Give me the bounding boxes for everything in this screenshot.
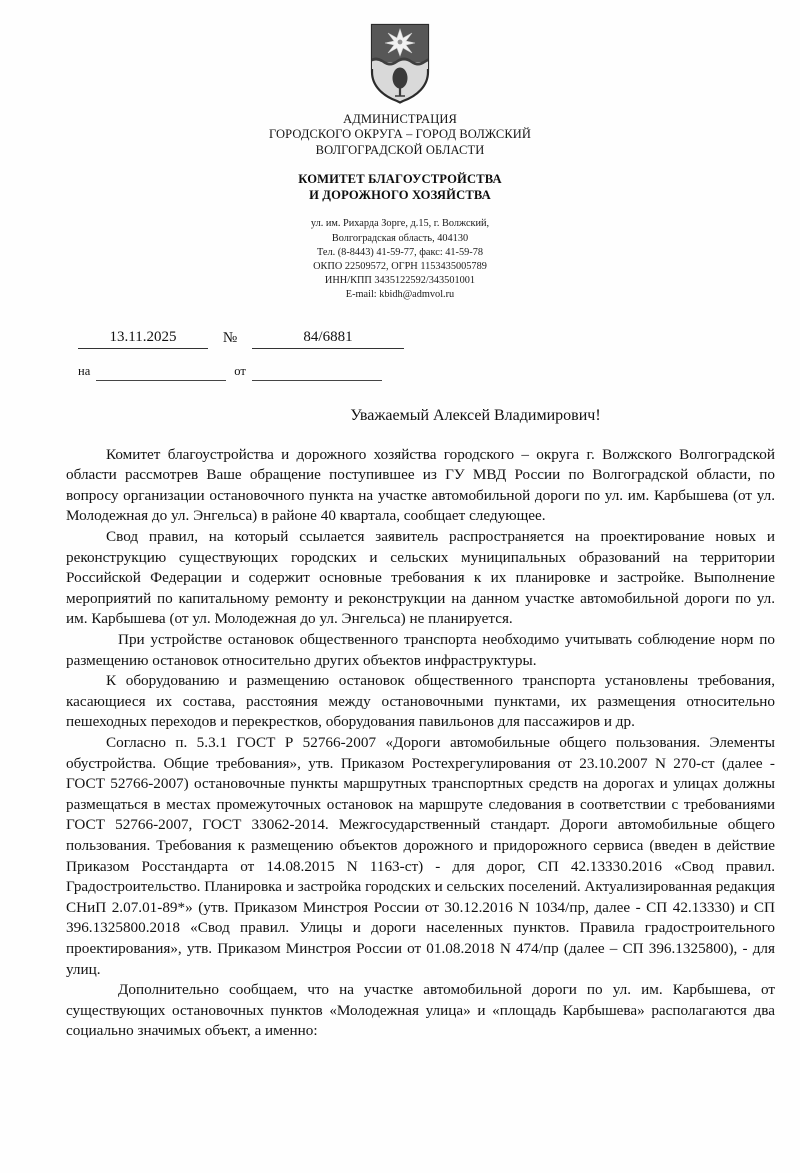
salutation: Уважаемый Алексей Владимирович! (350, 406, 601, 424)
contact-email: E-mail: kbidh@admvol.ru (345, 289, 455, 301)
committee-line-2: И ДОРОЖНОГО ХОЗЯЙСТВА (309, 188, 491, 203)
coat-of-arms-icon (369, 22, 431, 106)
document-date: 13.11.2025 (78, 329, 208, 349)
emblem-container (0, 22, 800, 106)
paragraph-5: Согласно п. 5.3.1 ГОСТ Р 52766-2007 «Дороги автомобильные общего пользования. Элементы обустройства. Общие требования», утв. Приказом Ростехрегулирования от 23.10.2007 N 270-ст (далее - ГОСТ 52766-2007) остановочные пункты маршрутных транспортных средств на дорогах и улицах должны размещаться в местах промежуточных остановок на маршруте следования в соответствии с требованиями ГОСТ 52766-2007, ГОСТ 33062-2014. Межгосударственный стандарт. Дороги автомобильные общего пользования. Требования к размещению объектов дорожного и придорожного сервиса (введен в действие Приказом Росстандарта от 14.08.2015 N 1163-ст) - для дорог, СП 42.13330.2016 «Свод правил. Градостроительство. Планировка и застройка городских и сельских поселений. Актуализированная редакция СНиП 2.07.01-89*» (утв. Приказом Минстроя России от 30.12.2016 N 1034/пр, далее - СП 42.13330) и СП 396.1325800.2018 «Свод правил. Улицы и дороги населенных пунктов. Правила градостроительного проектирования», утв. Приказом Минстроя России от 01.08.2018 N 474/пр (далее – СП 396.1325800), - для улиц. (66, 734, 776, 978)
paragraph-3: При устройстве остановок общественного транспорта необходимо учитывать соблюдение норм по размещению остановок относительно других объектов инфраструктуры. (66, 631, 775, 669)
reply-date-value (252, 366, 382, 381)
reply-to-label: на (78, 363, 91, 378)
letterhead (0, 0, 800, 303)
organization-title (0, 112, 800, 158)
committee-title (0, 171, 800, 204)
organization-line-1: АДМИНИСТРАЦИЯ (343, 112, 457, 126)
paragraph-4: К оборудованию и размещению остановок общественного транспорта установлены требования, касающиеся их состава, расстояния между остановочными пунктами, их размещения относительно пешеходных переходов и перекрестков, оборудования павильонов для пассажиров и др. (66, 672, 775, 731)
reply-date-label: от (234, 363, 246, 378)
requisites-row-outgoing (78, 325, 800, 349)
contact-address-street: ул. им. Рихарда Зорге, д.15, г. Волжский, (310, 218, 490, 230)
committee-line-1: КОМИТЕТ БЛАГОУСТРОЙСТВА (298, 171, 502, 186)
contact-inn-kpp: ИНН/КПП 3435122592/343501001 (324, 275, 476, 287)
document-number: 84/6881 (252, 329, 404, 349)
contact-okpo-ogrn: ОКПО 22509572, ОГРН 1153435005789 (313, 261, 487, 273)
document-requisites (0, 325, 800, 381)
organization-line-2: ГОРОДСКОГО ОКРУГА – ГОРОД ВОЛЖСКИЙ (268, 127, 532, 142)
organization-line-3: ВОЛГОГРАДСКОЙ ОБЛАСТИ (315, 142, 485, 157)
number-sign-label: № (222, 329, 238, 346)
paragraph-1: Комитет благоустройства и дорожного хозяйства городского – округа г. Волжского Волгоградской области рассмотрев Ваше обращение поступившее из ГУ МВД России по Волгоградской области, по вопросу организации остановочного пункта на участке автомобильной дороги по ул. им. Карбышева (от ул. Молодежная до ул. Энгельса) в районе 40 квартала, сообщает следующее. (66, 445, 775, 525)
contact-details (0, 217, 800, 302)
requisites-row-incoming (78, 355, 800, 381)
reply-to-value (96, 366, 226, 381)
letter-body (0, 407, 800, 1042)
paragraph-6: Дополнительно сообщаем, что на участке автомобильной дороги по ул. им. Карбышева, от существующих остановочных пунктов «Молодежная улица» и «площадь Карбышева» располагаются два социально значимых объект, а именно: (66, 981, 775, 1040)
contact-phone-fax: Тел. (8-8443) 41-59-77, факс: 41-59-78 (317, 246, 483, 258)
contact-address-region: Волгоградская область, 404130 (331, 232, 469, 244)
paragraph-2: Свод правил, на который ссылается заявитель распространяется на проектирование новых и реконструкцию существующих городских и сельских муниципальных образований на территории Российской Федерации и содержит основные требования к их планировке и застройке. Выполнение мероприятий по капитальному ремонту и реконструкции на данном участке автомобильной дороги по ул. им. Карбышева (от ул. Молодежная до ул. Энгельса) не планируется. (66, 528, 775, 628)
